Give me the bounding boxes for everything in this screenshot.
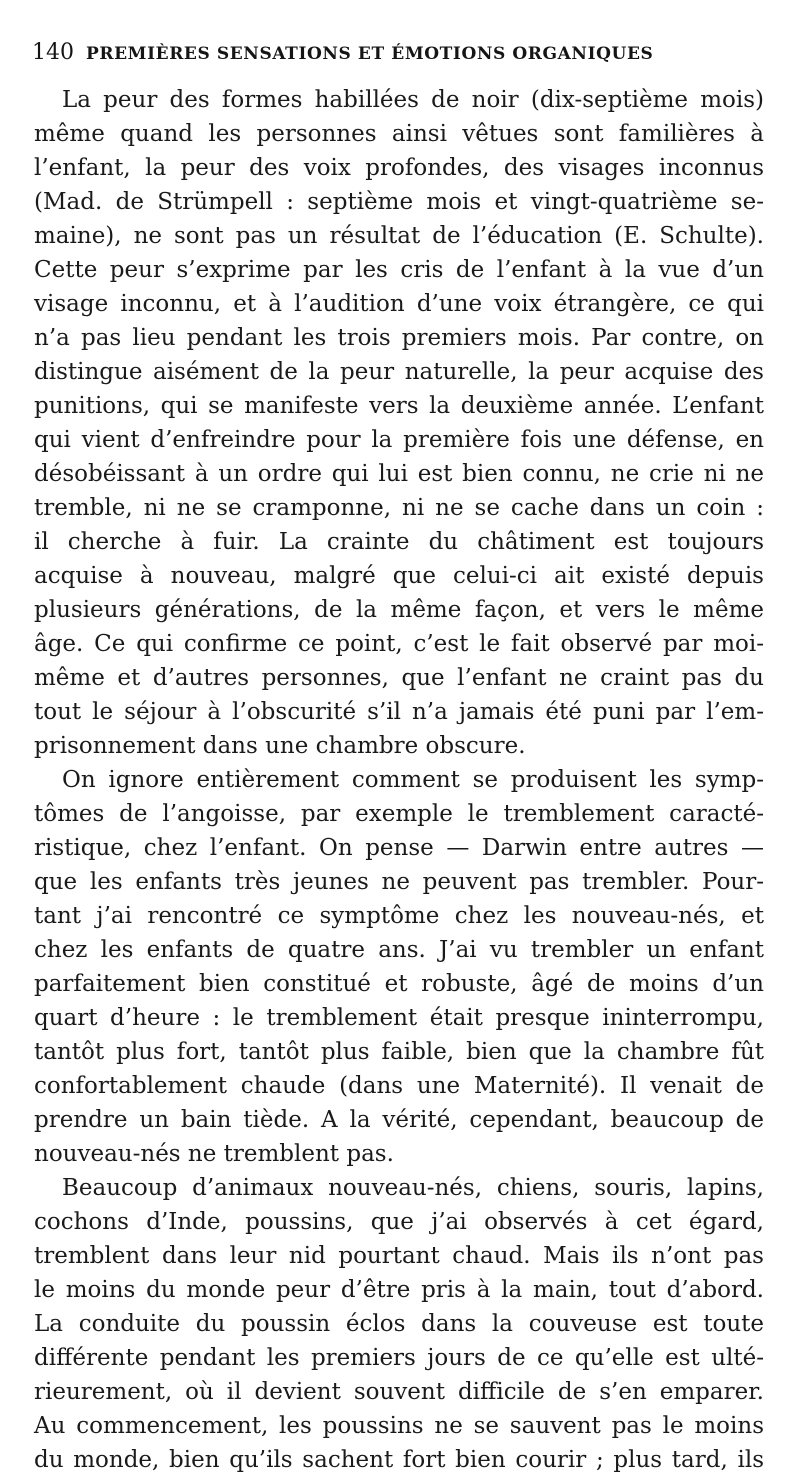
running-header: [32, 40, 772, 72]
text-line: même et d’autres personnes, que l’enfant ne craint pas du: [34, 665, 764, 691]
text-line: tantôt plus fort, tantôt plus faible, bien que la chambre fût: [34, 1039, 764, 1065]
text-line: cochons d’Inde, poussins, que j’ai observés à cet égard,: [34, 1209, 764, 1235]
text-line: tômes de l’angoisse, par exemple le tremblement caracté-: [34, 801, 764, 827]
text-line: chez les enfants de quatre ans. J’ai vu trembler un enfant: [34, 937, 764, 963]
text-line: le moins du monde peur d’être pris à la main, tout d’abord.: [34, 1277, 764, 1303]
text-line: La conduite du poussin éclos dans la couveuse est toute: [34, 1311, 764, 1337]
paragraph-2: [34, 763, 764, 1171]
text-line: punitions, qui se manifeste vers la deuxième année. L’enfant: [34, 393, 764, 419]
text-line: La peur des formes habillées de noir (dix-septième mois): [62, 87, 764, 113]
text-line: il cherche à fuir. La crainte du châtiment est toujours: [34, 529, 764, 555]
text-line: n’a pas lieu pendant les trois premiers mois. Par contre, on: [34, 325, 764, 351]
paragraph-3: [34, 1171, 764, 1477]
text-line: l’enfant, la peur des voix profondes, des visages inconnus: [34, 155, 764, 181]
text-line: prendre un bain tiède. A la vérité, cependant, beaucoup de: [34, 1107, 764, 1133]
text-line: Beaucoup d’animaux nouveau-nés, chiens, souris, lapins,: [62, 1175, 764, 1201]
paragraph-1: [34, 83, 764, 763]
text-line: âge. Ce qui confirme ce point, c’est le fait observé par moi-: [34, 631, 764, 657]
running-title: PREMIÈRES SENSATIONS ET ÉMOTIONS ORGANIQUES: [86, 44, 654, 64]
text-line: distingue aisément de la peur naturelle, la peur acquise des: [34, 359, 764, 385]
text-line: maine), ne sont pas un résultat de l’éducation (E. Schulte).: [34, 223, 764, 249]
text-line: acquise à nouveau, malgré que celui-ci ait existé depuis: [34, 563, 764, 589]
text-line: tremble, ni ne se cramponne, ni ne se cache dans un coin :: [34, 495, 764, 521]
text-line: On ignore entièrement comment se produisent les symp-: [62, 767, 764, 793]
text-line: plusieurs générations, de la même façon, et vers le même: [34, 597, 764, 623]
text-line: désobéissant à un ordre qui lui est bien connu, ne crie ni ne: [34, 461, 764, 487]
text-line: ristique, chez l’enfant. On pense — Darwin entre autres —: [34, 835, 764, 861]
text-line: confortablement chaude (dans une Maternité). Il venait de: [34, 1073, 764, 1099]
page-number: 140: [32, 40, 74, 65]
text-line: du monde, bien qu’ils sachent fort bien courir ; plus tard, ils: [34, 1447, 764, 1473]
text-line: prisonnement dans une chambre obscure.: [34, 733, 526, 759]
text-line: quart d’heure : le tremblement était presque ininterrompu,: [34, 1005, 764, 1031]
text-line: nouveau-nés ne tremblent pas.: [34, 1141, 394, 1167]
text-line: (Mad. de Strümpell : septième mois et vingt-quatrième se-: [34, 189, 764, 215]
text-line: tout le séjour à l’obscurité s’il n’a jamais été puni par l’em-: [34, 699, 764, 725]
text-line: tremblent dans leur nid pourtant chaud. Mais ils n’ont pas: [34, 1243, 764, 1269]
text-line: qui vient d’enfreindre pour la première fois une défense, en: [34, 427, 764, 453]
text-line: différente pendant les premiers jours de ce qu’elle est ulté-: [34, 1345, 764, 1371]
text-line: Au commencement, les poussins ne se sauvent pas le moins: [34, 1413, 764, 1439]
text-line: Cette peur s’exprime par les cris de l’enfant à la vue d’un: [34, 257, 764, 283]
text-line: tant j’ai rencontré ce symptôme chez les nouveau-nés, et: [34, 903, 764, 929]
text-line: que les enfants très jeunes ne peuvent pas trembler. Pour-: [34, 869, 764, 895]
body-text: [34, 83, 764, 1477]
text-line: parfaitement bien constitué et robuste, âgé de moins d’un: [34, 971, 764, 997]
text-line: même quand les personnes ainsi vêtues sont familières à: [34, 121, 764, 147]
text-line: rieurement, où il devient souvent difficile de s’en emparer.: [34, 1379, 764, 1405]
text-line: visage inconnu, et à l’audition d’une voix étrangère, ce qui: [34, 291, 764, 317]
